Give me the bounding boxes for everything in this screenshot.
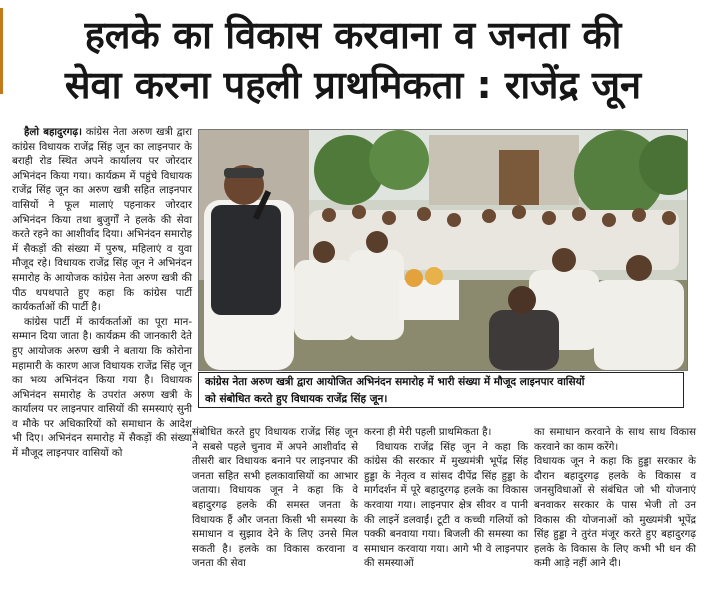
article-column-2 — [192, 426, 358, 572]
paragraph: का समाधान करवाने के साथ साथ विकास करवाने का काम करेंगे। — [534, 427, 696, 453]
headline-line-1: हलके का विकास करवाना व जनता की — [84, 13, 622, 57]
paragraph: विधायक जून ने कहा कि हुड्डा सरकार के दौरान बहादुरगढ़ हलके के विकास व जनसुविधाओं से संबंधित जो भी योजनाएं बनवाकर सरकार के पास भेजी तो उन विकास की योजनाओं को मुख्यमंत्री भूपेंद्र सिंह हुड्डा ने तुरंत मंजूर करते हुए बहादुरगढ़ हलके के विकास के लिए कभी भी धन की कमी आड़े नहीं आने दी। — [534, 456, 696, 570]
caption-line-1: कांग्रेस नेता अरुण खत्री द्वारा आयोजित अभिनंदन समारोह में भारी संख्या में मौजूद लाइनपार वासियों — [205, 376, 585, 388]
paragraph: कांग्रेस पार्टी में कार्यकर्ताओं का पूरा मान-सम्मान दिया जाता है। कार्यक्रम की जानकारी देते हुए आयोजक अरुण खत्री ने बताया कि कोरोना महामारी के कारण आज विधायक राजेंद्र सिंह जून का भव्य अभिनंदन किया गया है। विधायक अभिनंदन समारोह के उपरांत अरुण खत्री के कार्यालय पर लाइनपार वासियों की समस्याएं सुनी व मौके पर अधिकारियों को समाधान के आदेश भी दिए। अभिनंदन समारोह में सैकड़ों की संख्या में मौजूद लाइनपार वासियों को — [12, 316, 192, 460]
page-edge-accent — [0, 8, 3, 94]
caption-line-2: को संबोधित करते हुए विधायक राजेंद्र सिंह जून। — [205, 393, 388, 405]
article-column-4 — [534, 426, 696, 572]
article-column-3 — [364, 426, 528, 572]
paragraph: कांग्रेस नेता अरुण खत्री द्वारा कांग्रेस विधायक राजेंद्र सिंह जून का लाइनपार के बराही रोड स्थित अपने कार्यालय पर जोरदार अभिनंदन किया गया। कार्यक्रम में पहुंचे विधायक राजेंद्र सिंह जून का अरुण खत्री सहित लाइनपार वासियों ने फूल मालाएं पहनाकर जोरदार अभिनंदन किया तथा बुजुर्गों ने हलके की सेवा करते रहने का आशीर्वाद दिया। अभिनंदन समारोह में सैकड़ों की संख्या में पुरुष, महिलाएं व युवा मौजूद रहे। विधायक राजेंद्र सिंह जून ने अभिनंदन समारोह के आयोजक कांग्रेस नेता अरुण खत्री की पीठ थपथपाते हुए कहा कि कांग्रेस पार्टी कार्यकर्ताओं की पार्टी है। — [12, 127, 192, 314]
paragraph: संबोधित करते हुए विधायक राजेंद्र सिंह जून ने सबसे पहले चुनाव में अपने आशीर्वाद से तीसरी बार विधायक बनाने पर लाइनपार की जनता सहित सभी हलकावासियों का आभार जताया। विधायक जून ने कहा कि वे बहादुरगढ़ हलके की समस्त जनता के विधायक हैं और जनता किसी भी समस्या के समाधान व सुझाव देने के लिए उनसे मिल सकती है। हलके का विकास करवाना व जनता की सेवा — [192, 427, 358, 570]
news-photo — [198, 129, 688, 371]
paragraph: करना ही मेरी पहली प्राथमिकता है। — [364, 427, 492, 438]
dateline: हैलो बहादुरगढ़। — [24, 127, 82, 138]
photo-caption — [198, 372, 684, 408]
paragraph: विधायक राजेंद्र सिंह जून ने कहा कि कांग्रेस की सरकार में मुख्यमंत्री भूपेंद्र सिंह हुड्डा के नेतृत्व व सांसद दीपेंद्र सिंह हुड्डा के मार्गदर्शन में पूरे बहादुरगढ़ हलके का विकास करवाया गया। लाइनपार क्षेत्र सीवर व पानी की लाइनें डलवाईं। टूटी व कच्ची गलियों को पक्की बनवाया गया। बिजली की समस्या का समाधान करवाया गया। आगे भी वे लाइनपार की समस्याओं — [364, 441, 528, 570]
headline-line-2: सेवा करना पहली प्राथमिकता : राजेंद्र जून — [64, 63, 642, 107]
headline — [10, 10, 696, 110]
article-column-1 — [12, 126, 192, 462]
